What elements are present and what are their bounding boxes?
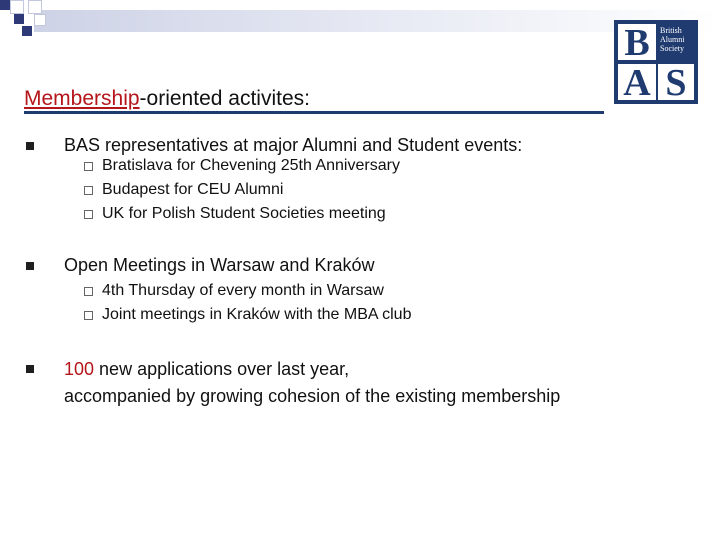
bullet-text-line1: 100 new applications over last year,	[64, 359, 350, 379]
sub-bullet-text: 4th Thursday of every month in Warsaw	[102, 282, 384, 299]
logo-society-text: British Alumni Society	[660, 26, 685, 53]
logo-letter-a: A	[623, 62, 651, 104]
slide-title	[24, 86, 310, 112]
title-highlight: Membership	[24, 87, 140, 110]
logo-letter-s: S	[665, 62, 687, 104]
bullet-square-icon	[26, 365, 34, 373]
checkbox-bullet-icon	[84, 186, 93, 195]
checkbox-bullet-icon	[84, 311, 93, 320]
sub-bullet-text: UK for Polish Student Societies meeting	[102, 205, 386, 222]
title-rest: -oriented activites:	[139, 87, 310, 110]
logo-letter-b: B	[624, 22, 650, 64]
sub-bullet-text: Joint meetings in Kraków with the MBA club	[102, 306, 412, 323]
bullet-square-icon	[26, 142, 34, 150]
sub-bullet-text: Budapest for CEU Alumni	[102, 181, 284, 198]
bullet-text: BAS representatives at major Alumni and Student events:	[64, 135, 523, 155]
bullet-square-icon	[26, 262, 34, 270]
checkbox-bullet-icon	[84, 210, 93, 219]
applications-count: 100	[64, 359, 95, 379]
bas-logo	[614, 20, 698, 104]
sub-bullet-text: Bratislava for Chevening 25th Anniversary	[102, 157, 400, 174]
bullet-text: Open Meetings in Warsaw and Kraków	[64, 255, 375, 275]
bullet-text-line2: accompanied by growing cohesion of the existing membership	[64, 386, 561, 406]
title-underline-rule	[24, 111, 604, 114]
checkbox-bullet-icon	[84, 162, 93, 171]
checkbox-bullet-icon	[84, 287, 93, 296]
